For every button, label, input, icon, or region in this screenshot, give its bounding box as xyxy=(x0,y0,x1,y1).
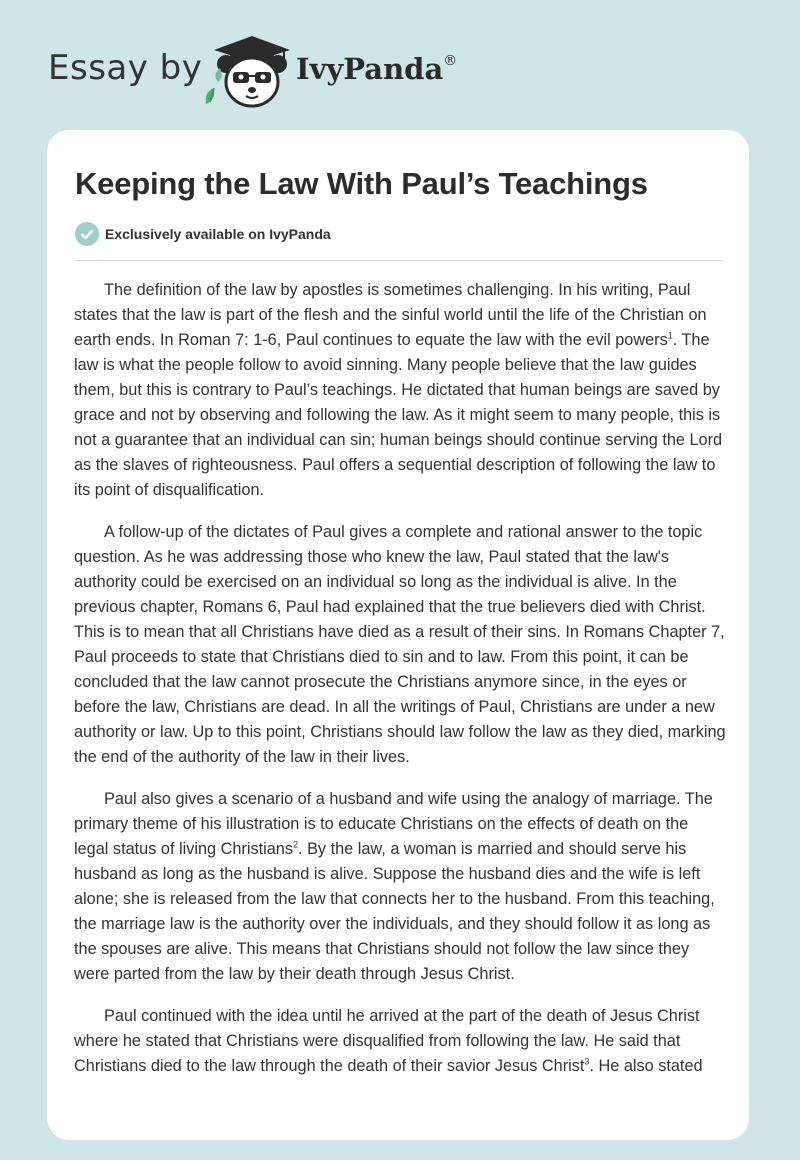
paragraph xyxy=(74,787,726,987)
registered-mark: ® xyxy=(443,53,458,69)
site-header xyxy=(48,30,748,110)
paragraph-text: . The law is what the people follow to avoid sinning. Many people believe that the law guides them, but this is contrary to Paul’s teachings. He dictated that human beings are saved by grace and not by observing and following the law. As it might seem to many people, this is not a guarantee that an individual can sin; human beings should continue serving the Lord as the slaves of righteousness. Paul offers a sequential description of following the law to its point of disqualification. xyxy=(74,331,723,499)
paragraph-text: A follow-up of the dictates of Paul gives a complete and rational answer to the topic question. As he was addressing those who knew the law, Paul stated that the law's authority could be exercised on an individual so long as the individual is alive. In the previous chapter, Romans 6, Paul had explained that the true believers died with Christ. This is to mean that all Christians have died as a result of their sins. In Romans Chapter 7, Paul proceeds to state that Christians died to sin and to law. From this point, it can be concluded that the law cannot prosecute the Christians anymore since, in the eyes or before the law, Christians are dead. In all the writings of Paul, Christians are under a new authority or law. Up to this point, Christians should law follow the law as they died, marking the end of the authority of the law in their lives. xyxy=(74,523,726,766)
divider xyxy=(75,260,723,261)
exclusive-label: Exclusively available on IvyPanda xyxy=(105,226,331,242)
exclusive-badge xyxy=(75,222,331,246)
paragraph xyxy=(74,278,726,503)
ivypanda-logo-icon[interactable] xyxy=(200,30,300,110)
paragraph-text: Paul also gives a scenario of a husband and wife using the analogy of marriage. The primary theme of his illustration is to educate Christians on the effects of death on the legal status of living Christians xyxy=(74,790,713,858)
paragraph-text: Paul continued with the idea until he arrived at the part of the death of Jesus Christ where he stated that Christians were disqualified from following the law. He said that Christians died to the law through the death of their savior Jesus Christ xyxy=(74,1007,700,1075)
brand-text: IvyPanda xyxy=(296,52,444,86)
footnote-ref[interactable]: 1 xyxy=(667,330,673,341)
paragraph-text: The definition of the law by apostles is sometimes challenging. In his writing, Paul states that the law is part of the flesh and the sinful world until the life of the Christian on earth ends. In Roman 7: 1-6, Paul continues to equate the law with the evil powers xyxy=(74,281,707,349)
brand-name xyxy=(296,52,457,86)
essay-by-label: Essay by xyxy=(48,48,203,88)
footnote-ref[interactable]: 2 xyxy=(293,839,299,850)
page-title: Keeping the Law With Paul’s Teachings xyxy=(75,166,648,201)
check-circle-icon xyxy=(75,222,99,246)
footnote-ref[interactable]: 3 xyxy=(584,1056,590,1067)
paragraph xyxy=(74,1004,726,1079)
essay-body xyxy=(74,278,726,1096)
essay-card xyxy=(47,130,749,1140)
paragraph xyxy=(74,520,726,770)
paragraph-text: . He also stated xyxy=(589,1057,703,1075)
paragraph-text: . By the law, a woman is married and should serve his husband as long as the husband is alive. Suppose the husband dies and the wife is left alone; she is released from the law that connects her to the husband. From this teaching, the marriage law is the authority over the individuals, and they should follow it as long as the spouses are alive. This means that Christians should not follow the law since they were parted from the law by their death through Jesus Christ. xyxy=(74,840,715,983)
